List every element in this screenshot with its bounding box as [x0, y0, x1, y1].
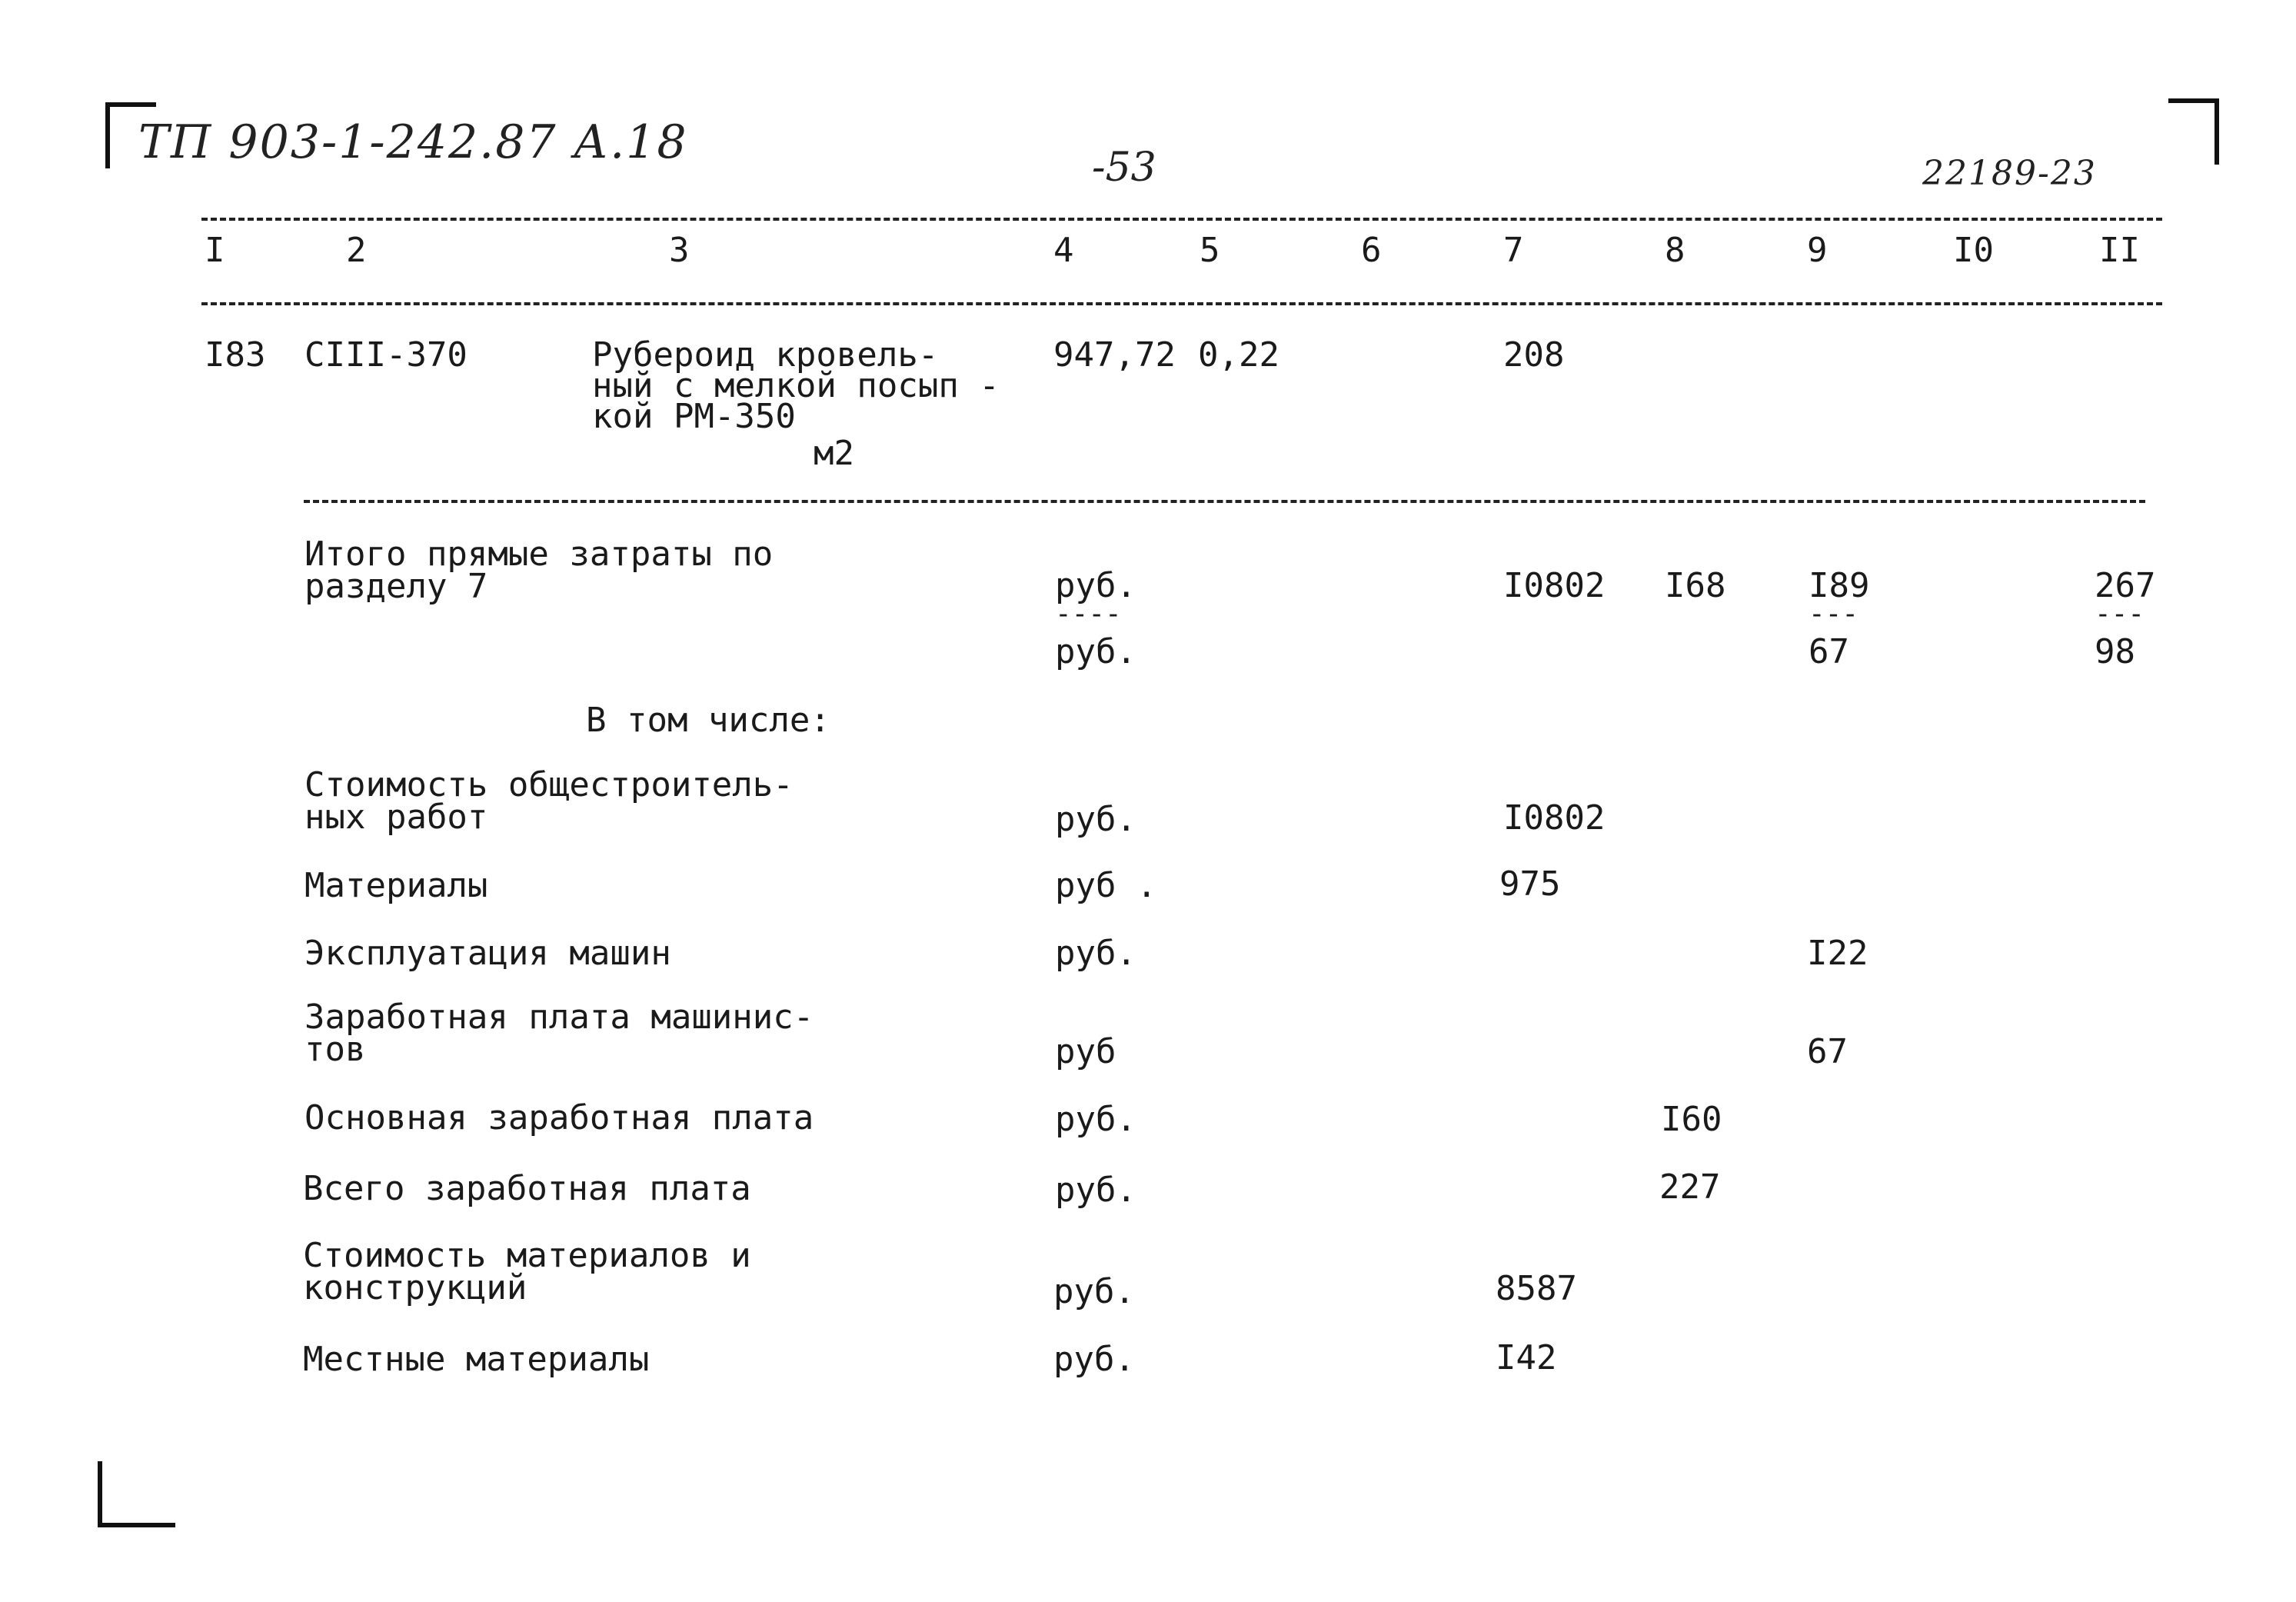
total-col11-dash: --- — [2095, 598, 2145, 630]
row-label-line-1: Материалы — [304, 866, 488, 905]
including-label: В том числе: — [586, 701, 830, 740]
total-col9-top: I89 — [1809, 566, 1870, 605]
corner-mark-bottom-left — [98, 1461, 175, 1527]
document-code: ТП 903-1-242.87 А.18 — [138, 115, 688, 169]
column-header-7: 7 — [1503, 231, 1524, 270]
total-unit-bottom: руб. — [1055, 632, 1136, 671]
item-col7-value: 208 — [1503, 335, 1565, 375]
row-label-line-1: Местные материалы — [303, 1340, 650, 1379]
row-label-line-1: Всего заработная плата — [303, 1169, 751, 1208]
item-unit: м2 — [814, 434, 854, 473]
total-col8-value: I68 — [1665, 566, 1726, 605]
row-col7-value: I0802 — [1503, 798, 1606, 838]
row-unit: руб. — [1055, 934, 1136, 973]
column-header-1: I — [205, 231, 225, 270]
row-label-line-1: Стоимость общестроитель- — [304, 765, 794, 804]
row-label-line-1: Стоимость материалов и — [303, 1236, 751, 1275]
row-col7-value: 975 — [1499, 864, 1561, 904]
column-header-2: 2 — [346, 231, 367, 270]
total-col11-top: 267 — [2095, 566, 2156, 605]
item-number: I83 — [205, 335, 266, 375]
row-label-line-2: конструкций — [303, 1268, 527, 1307]
column-header-10: I0 — [1953, 231, 1994, 270]
row-label-line-2: тов — [304, 1030, 366, 1069]
column-header-8: 8 — [1665, 231, 1685, 270]
item-col4-value: 947,72 — [1053, 335, 1176, 375]
row-label-line-2: ных работ — [304, 798, 488, 837]
column-header-9: 9 — [1807, 231, 1828, 270]
item-code: CIII-370 — [304, 335, 468, 375]
total-col7-value: I0802 — [1503, 566, 1606, 605]
row-unit: руб. — [1055, 1171, 1136, 1210]
column-header-6: 6 — [1361, 231, 1382, 270]
total-label-line-2: разделу 7 — [304, 567, 488, 606]
row-col9-value: I22 — [1807, 934, 1868, 973]
row-label-line-1: Основная заработная плата — [304, 1098, 814, 1137]
row-col7-value: 8587 — [1496, 1269, 1577, 1308]
column-header-4: 4 — [1053, 231, 1074, 270]
column-header-11: II — [2099, 231, 2140, 270]
corner-mark-top-right — [2168, 98, 2219, 165]
row-label-line-1: Заработная плата машинис- — [304, 998, 814, 1037]
header-top-rule — [201, 218, 2162, 221]
row-unit: руб. — [1055, 1100, 1136, 1139]
total-col9-dash: --- — [1809, 598, 1859, 630]
page-number: -53 — [1092, 145, 1156, 191]
row-unit: руб. — [1053, 1272, 1135, 1311]
item-description-line-2: ный с мелкой посып - — [592, 366, 1000, 405]
row-unit: руб — [1055, 1032, 1116, 1071]
item-description-line-1: Рубероид кровель- — [592, 335, 939, 375]
row-col8-value: I60 — [1661, 1100, 1722, 1139]
row-col9-value: 67 — [1807, 1032, 1848, 1071]
total-col11-bottom: 98 — [2095, 632, 2135, 671]
item-description-line-3: кой РМ-350 — [592, 397, 796, 436]
column-header-3: 3 — [669, 231, 690, 270]
sheet-code: 22189-23 — [1922, 154, 2097, 193]
total-unit-top: руб. — [1055, 566, 1136, 605]
total-col9-bottom: 67 — [1809, 632, 1849, 671]
row-col8-value: 227 — [1659, 1167, 1721, 1207]
row-col7-value: I42 — [1496, 1338, 1557, 1377]
total-unit-dash: ---- — [1055, 598, 1122, 630]
header-bottom-rule — [201, 302, 2162, 305]
total-label-line-1: Итого прямые затраты по — [304, 535, 774, 574]
item-bottom-rule — [304, 500, 2145, 503]
row-unit: руб. — [1055, 800, 1136, 839]
row-label-line-1: Эксплуатация машин — [304, 934, 671, 973]
row-unit: руб . — [1055, 866, 1157, 905]
row-unit: руб. — [1053, 1340, 1135, 1379]
column-header-5: 5 — [1200, 231, 1220, 270]
item-col5-value: 0,22 — [1198, 335, 1279, 375]
